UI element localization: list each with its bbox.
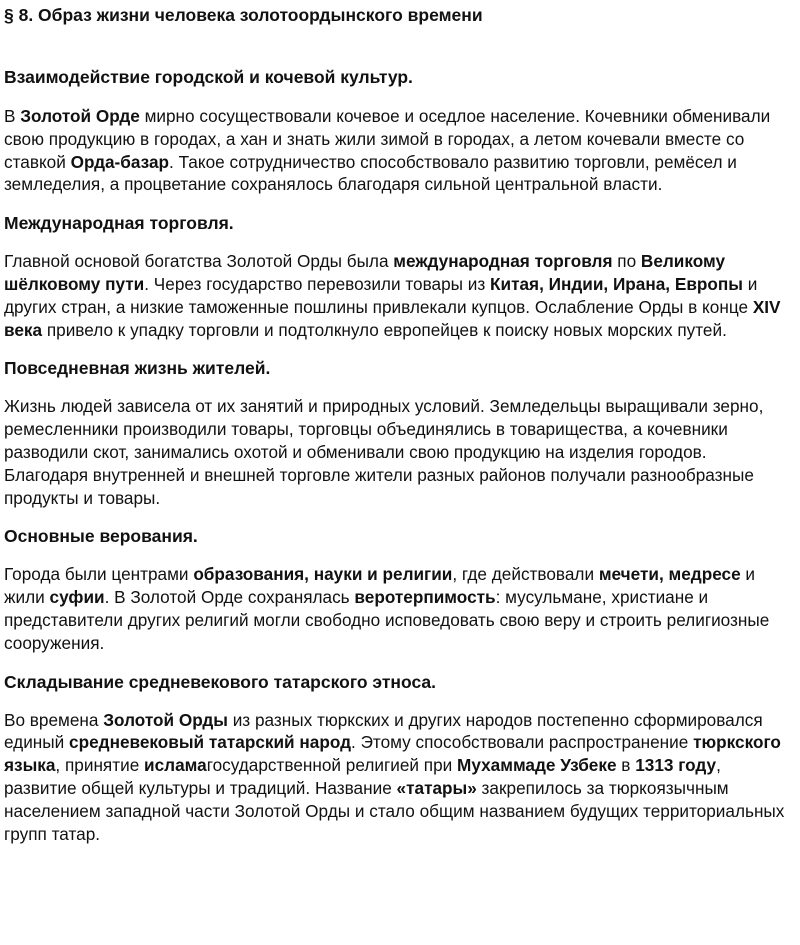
text-run: и жили (4, 564, 756, 608)
text-run: . Этому способствовали распространение (351, 732, 694, 753)
section-international-trade (4, 212, 792, 341)
text-run: , развитие общей культуры и традиций. Название (4, 755, 721, 798)
text-run: в (616, 755, 636, 776)
bold-term: Китая, Индии, Ирана, Европы (490, 273, 743, 294)
section-interaction-of-cultures (4, 66, 792, 196)
text-run: Города были центрами (4, 564, 194, 585)
bold-term: мечети, медресе (598, 564, 741, 585)
text-run: и других стран, а низкие таможенные пошлины привлекали купцов. Ослабление Орды в конце (4, 273, 758, 317)
text-run: В (4, 106, 21, 126)
section-tatar-ethnos (4, 671, 792, 846)
text-run: . Через государство перевозили товары из (144, 273, 491, 294)
bold-term: средневековый татарский народ (69, 732, 352, 753)
bold-term: суфии (49, 587, 105, 608)
section-paragraph (4, 709, 792, 846)
text-run: , где действовали (452, 564, 599, 585)
section-heading: Основные верования. (4, 526, 198, 547)
section-paragraph (4, 395, 792, 509)
bold-term: XIV века (4, 296, 781, 340)
section-paragraph (4, 250, 792, 341)
bold-term: Великому шёлковому пути (4, 251, 726, 294)
page-title: § 8. Образ жизни человека золотоордынского времени (4, 5, 483, 25)
section-heading: Международная торговля. (4, 213, 234, 234)
bold-term: 1313 году (635, 755, 717, 776)
bold-term: веротерпимость (354, 587, 496, 608)
bold-term: ислама (144, 755, 207, 776)
text-run: , принятие (55, 755, 145, 776)
bold-term: Золотой Орде (20, 106, 140, 126)
bold-term: Мухаммаде Узбеке (457, 755, 617, 776)
bold-term: «татары» (396, 777, 477, 798)
section-paragraph (4, 105, 792, 196)
text-run: . Такое сотрудничество способствовало развитию торговли, ремёсел и земледелия, а процветание сохранялось благодаря сильной центральной власти. (4, 151, 737, 195)
section-main-beliefs (4, 525, 792, 654)
text-run: Во времена (4, 709, 104, 730)
bold-term: образования, науки и религии (193, 564, 453, 585)
text-run: : мусульмане, христиане и представители других религий могли свободно исповедовать свою веру и строить религиозные сооружения. (4, 587, 770, 653)
section-heading: Складывание средневекового татарского этноса. (4, 671, 436, 692)
bold-term: международная торговля (393, 251, 613, 272)
text-run: Жизнь людей зависела от их занятий и природных условий. Земледельцы выращивали зерно, ремесленники производили товары, торговцы объединялись в товарищества, а кочевники разводили скот, занимались охотой и обменивали свою продукцию на изделия городов. Благодаря внутренней и внешней торговле жители разных районов получали разнообразные продукты и товары. (4, 396, 764, 508)
text-run: из разных тюркских и других народов постепенно сформировался единый (4, 709, 763, 753)
text-run: по (612, 251, 641, 272)
text-run: государственной религией при (206, 755, 458, 776)
section-heading: Повседневная жизнь жителей. (4, 358, 271, 379)
text-run: мирно сосуществовали кочевое и оседлое население. Кочевники обменивали свою продукцию в городах, а хан и знать жили зимой в городах, а летом кочевали вместе со ставкой (4, 106, 771, 172)
section-everyday-life (4, 357, 792, 509)
section-heading: Взаимодействие городской и кочевой культур. (4, 67, 413, 87)
bold-term: Золотой Орды (103, 709, 228, 730)
bold-term: Орда-базар (70, 151, 170, 172)
text-run: . В Золотой Орде сохранялась (104, 587, 355, 608)
text-run: Главной основой богатства Золотой Орды была (4, 251, 394, 272)
text-run: закрепилось за тюркоязычным населением западной части Золотой Орды и стало общим названием будущих территориальных групп татар. (4, 777, 785, 844)
bold-term: тюркского языка (4, 732, 781, 776)
section-paragraph (4, 563, 792, 654)
text-run: привело к упадку торговли и подтолкнуло европейцев к поиску новых морских путей. (42, 319, 727, 340)
